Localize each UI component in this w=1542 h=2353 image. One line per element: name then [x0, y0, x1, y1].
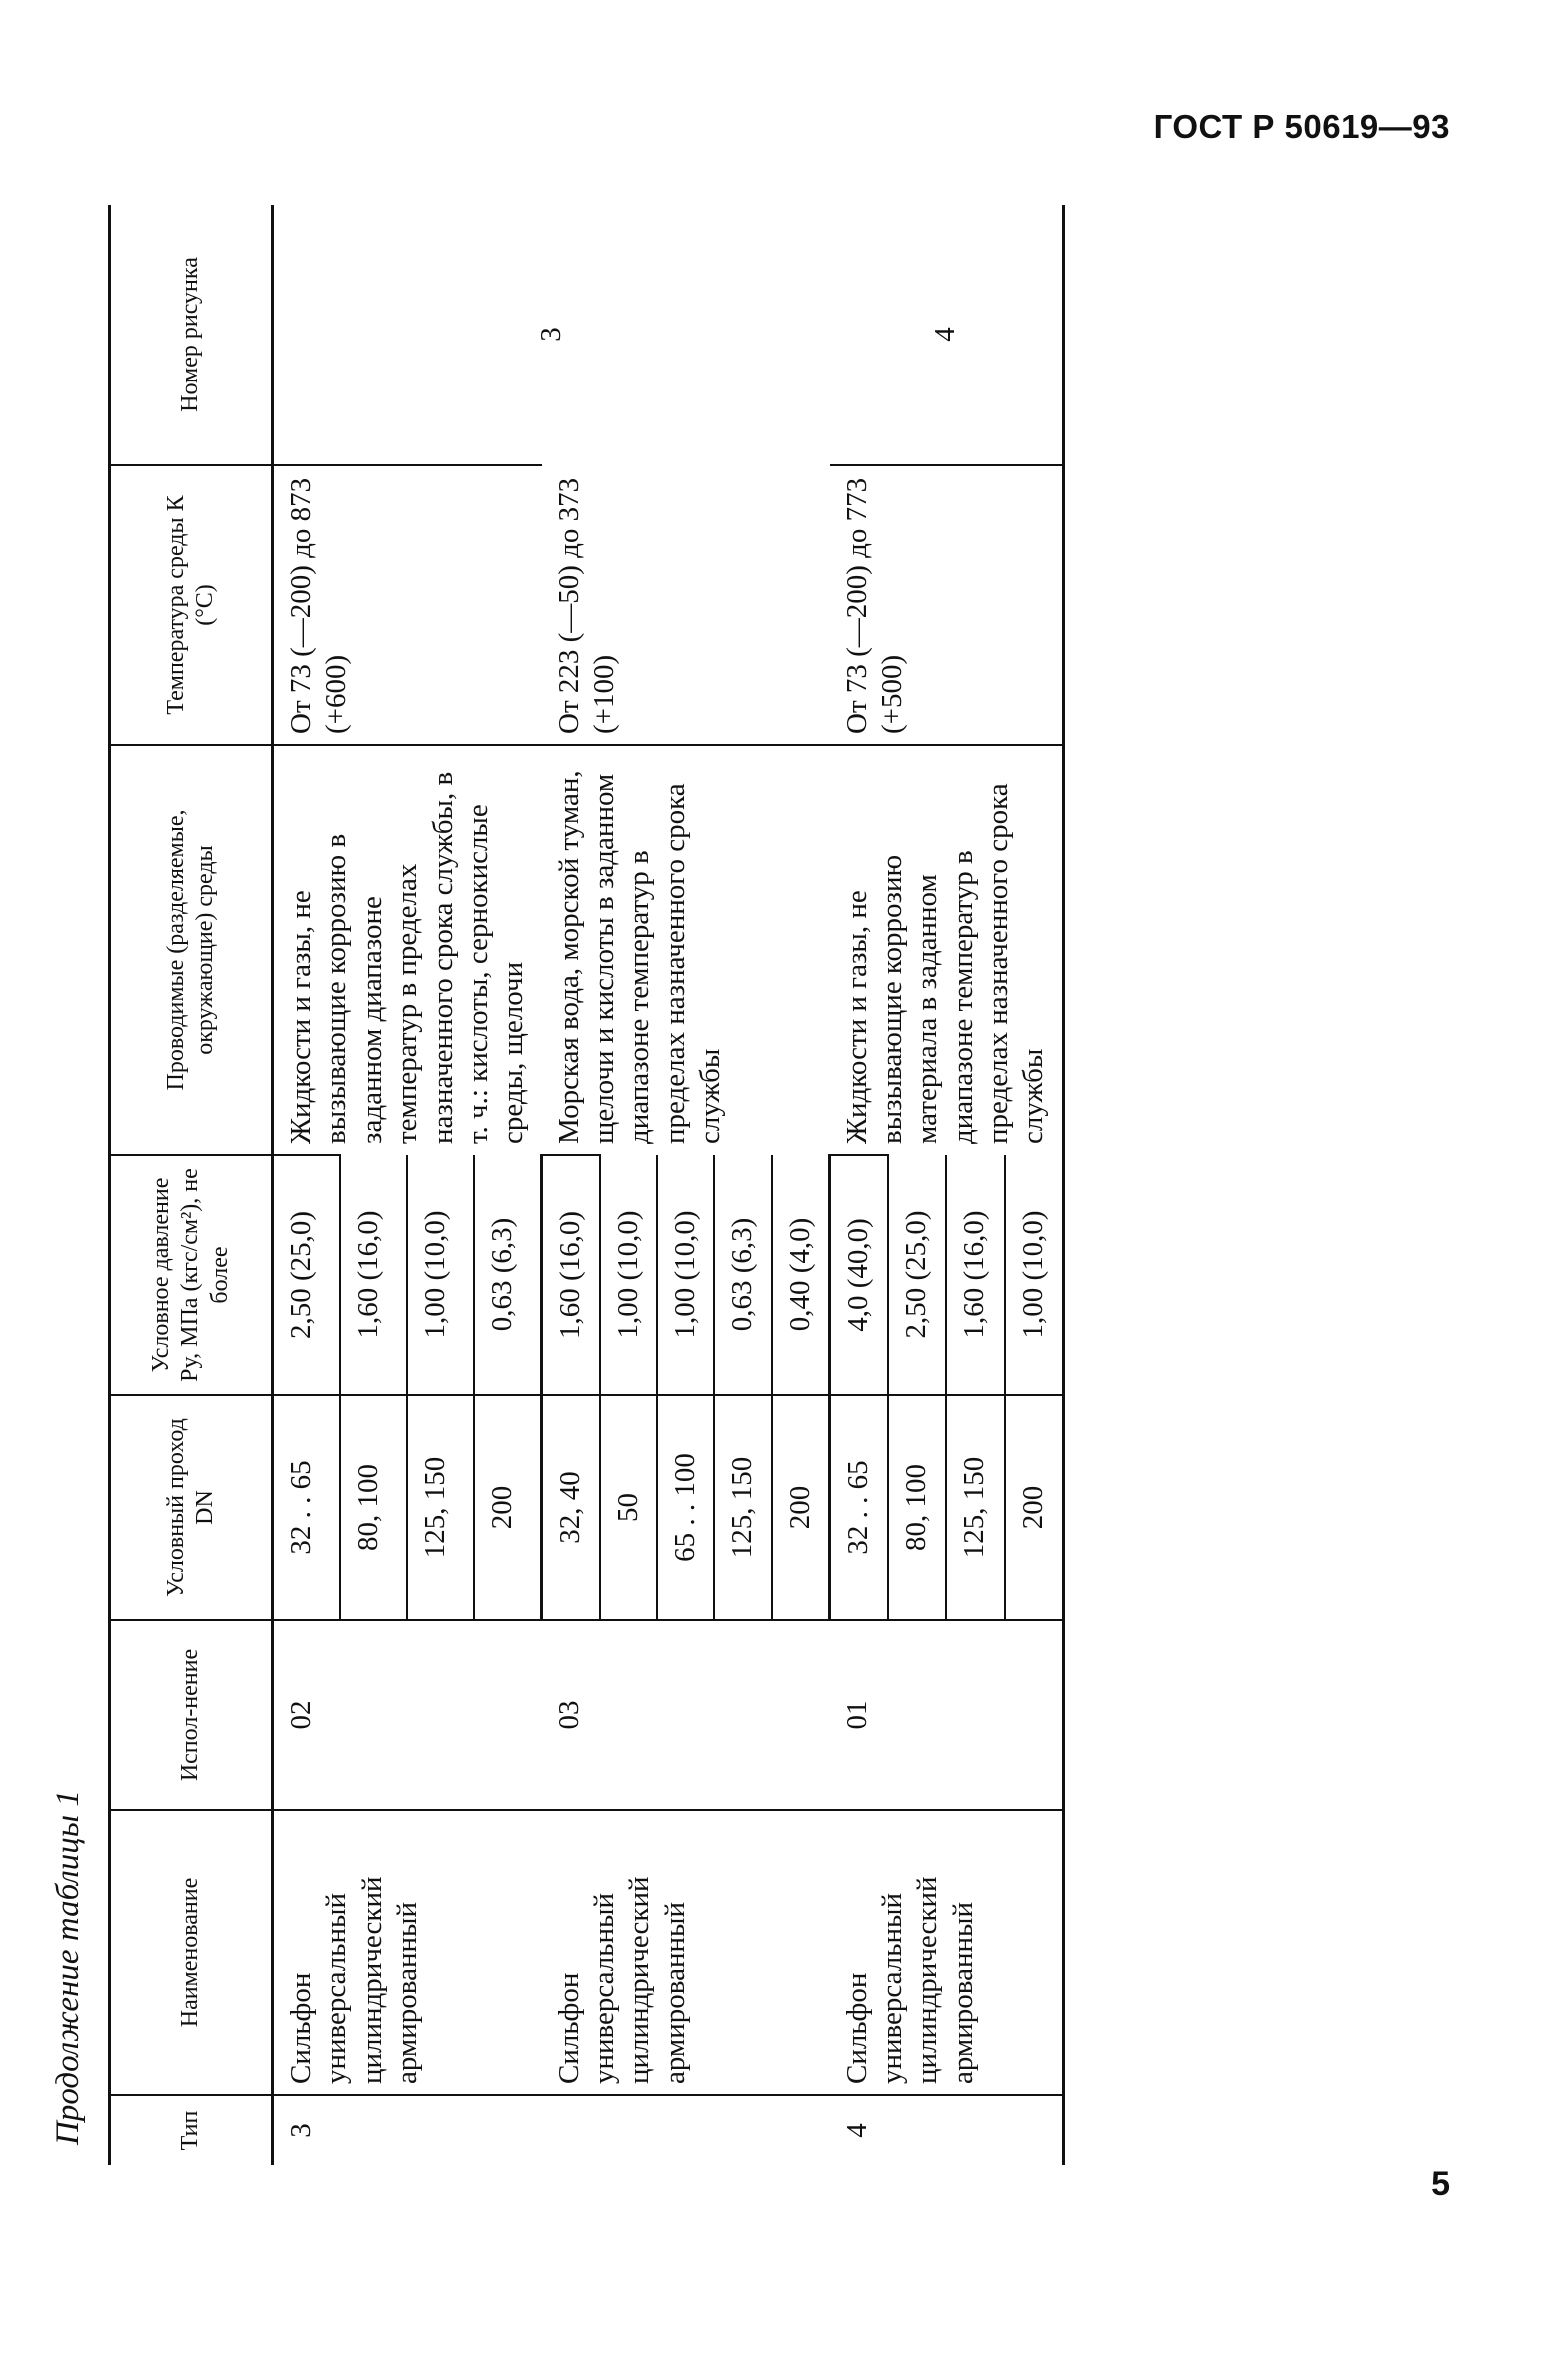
cell-pressure: 2,50 (25,0): [888, 1155, 946, 1395]
cell-name: Сильфон универсальный цилиндрический армированный: [830, 1810, 1064, 2095]
cell-type: 3: [273, 2095, 542, 2165]
cell-name: Сильфон универсальный цилиндрический армированный: [542, 1810, 830, 2095]
page-number: 5: [1431, 2165, 1450, 2203]
cell-dn: 80, 100: [888, 1395, 946, 1620]
table-caption: Продолжение таблицы 1: [50, 1790, 86, 2145]
cell-temp: От 223 (—50) до 373 (+100): [552, 477, 620, 734]
cell-dn: 200: [1005, 1395, 1064, 1620]
col-header-dn: Условный проход DN: [110, 1395, 273, 1620]
cell-name: Сильфон универсальный цилиндрический армированный: [273, 1810, 542, 2095]
col-header-fig: Номер рисунка: [110, 205, 273, 465]
cell-dn: 125, 150: [407, 1395, 474, 1620]
cell-temp: От 73 (—200) до 873 (+600): [273, 465, 542, 745]
cell-pressure: 1,60 (16,0): [340, 1155, 407, 1395]
cell-pressure: 1,00 (10,0): [600, 1155, 657, 1395]
cell-dn: 80, 100: [340, 1395, 407, 1620]
cell-version: 02: [273, 1620, 542, 1810]
cell-dn: 50: [600, 1395, 657, 1620]
cell-dn: 125, 150: [714, 1395, 771, 1620]
cell-media: Жидкости и газы, не вызывающие коррозию материала в заданном диапазоне температур в пределах назначенного срока службы: [830, 745, 1064, 1155]
spec-table: [108, 205, 1065, 2165]
cell-dn: 125, 150: [946, 1395, 1004, 1620]
cell-media: Жидкости и газы, не вызывающие коррозию в заданном диапазоне температур в пределах назначенного срока службы, в т. ч.: кислоты, сернокислые среды, щелочи: [273, 745, 542, 1155]
cell-pressure: 0,63 (6,3): [714, 1155, 771, 1395]
cell-dn: 32 . . 65: [273, 1395, 341, 1620]
table-row: [273, 205, 341, 2165]
col-header-version: Испол-нение: [110, 1620, 273, 1810]
cell-pressure: 0,63 (6,3): [474, 1155, 542, 1395]
col-header-media: Проводимые (разделяемые, окружающие) среды: [110, 745, 273, 1155]
cell-pressure: 4,0 (40,0): [830, 1155, 889, 1395]
col-header-pressure: Условное давление Pу, МПа (кгс/см²), не более: [110, 1155, 273, 1395]
cell-fig: 3: [535, 327, 568, 342]
rotated-table-stage: [50, 205, 1450, 2165]
cell-pressure: 1,60 (16,0): [542, 1155, 600, 1395]
col-header-type: Тип: [110, 2095, 273, 2165]
cell-fig: 4: [928, 327, 961, 342]
cell-pressure: 1,00 (10,0): [1016, 1210, 1049, 1339]
cell-version: 03: [542, 1620, 830, 1810]
cell-dn: 65 . . 100: [657, 1395, 714, 1620]
cell-type: 4: [830, 2095, 1064, 2165]
cell-temp: От 73 (—200) до 773 (+500): [830, 465, 1064, 745]
cell-pressure: 1,00 (10,0): [407, 1155, 474, 1395]
cell-type: [542, 2095, 830, 2165]
cell-pressure: 1,00 (10,0): [657, 1155, 714, 1395]
cell-pressure: 2,50 (25,0): [273, 1155, 341, 1395]
cell-pressure: 0,40 (4,0): [772, 1155, 830, 1395]
document-header: ГОСТ Р 50619—93: [1153, 108, 1450, 145]
col-header-temp: Температура среды К (°С): [110, 465, 273, 745]
col-header-name: Наименование: [110, 1810, 273, 2095]
cell-dn: 32, 40: [542, 1395, 600, 1620]
cell-dn: 32 . . 65: [830, 1395, 889, 1620]
table-row: [542, 205, 600, 2165]
cell-media: Морская вода, морской туман, щелочи и кислоты в заданном диапазоне температур в пределах назначенного срока службы: [542, 745, 830, 1155]
cell-dn: 200: [772, 1395, 830, 1620]
cell-version: 01: [830, 1620, 1064, 1810]
cell-dn: 200: [474, 1395, 542, 1620]
table-header-row: [110, 205, 273, 2165]
cell-pressure: 1,60 (16,0): [946, 1155, 1004, 1395]
table-row: [830, 205, 889, 2165]
